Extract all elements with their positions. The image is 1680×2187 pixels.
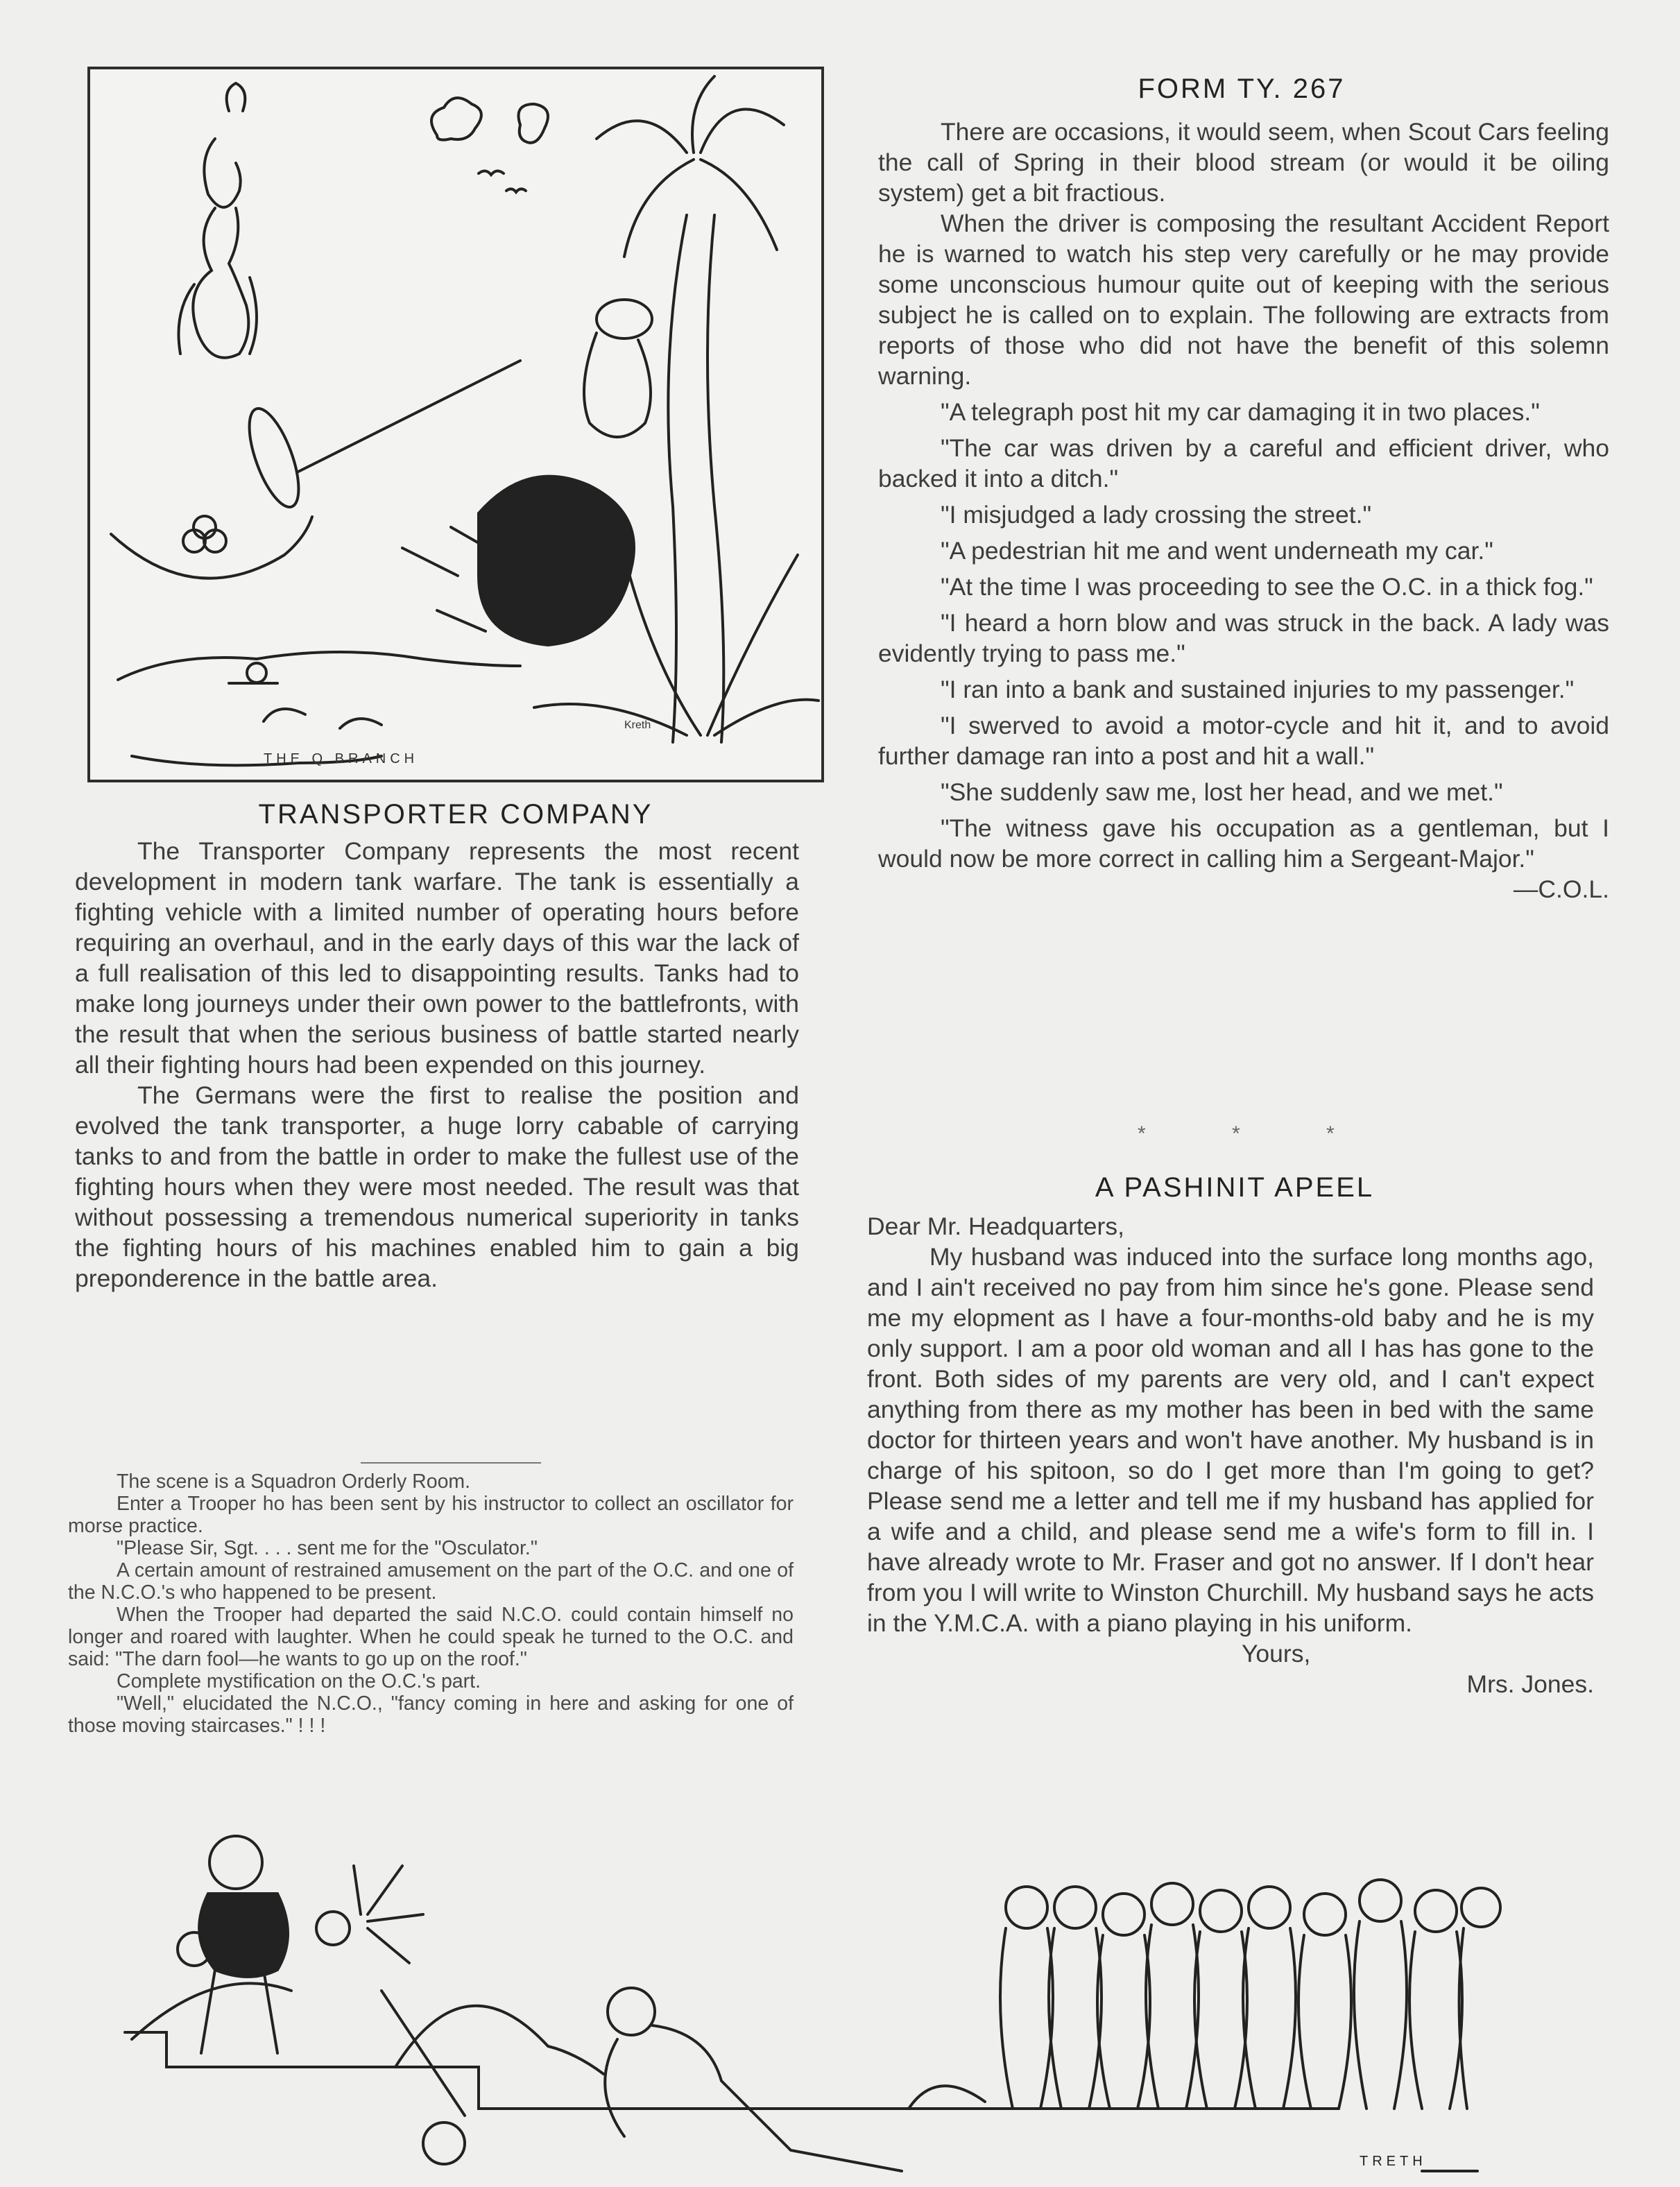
form-paragraph: There are occasions, it would seem, when Scout Cars feeling the call of Spring in their blood stream (or would it be oiling system) get a bit fractious.: [878, 118, 1609, 207]
transporter-paragraph: The Transporter Company represents the most recent development in modern tank warfare. The tank is essentially a fighting vehicle with a limited number of operating hours before requiring an overhaul, and in the early days of this war the lack of a full realisation of this led to disappointing results. Tanks had to make long journeys under their own power to the battlefronts, with the result that when the serious business of battle started nearly all their fighting hours had been expended on this journey.: [75, 837, 799, 1079]
anecdote-paragraph: "Well," elucidated the N.C.O., "fancy coming in here and asking for one of those moving staircases." ! ! !: [68, 1692, 794, 1737]
transporter-paragraph: The Germans were the first to realise the position and evolved the tank transporter, a huge lorry cabable of carrying tanks to and from the battle in order to make the fullest use of the fighting hours when they were most needed. The result was that without possessing a tremendous numerical superiority in tanks the fighting hours of his machines enabled him to gain a big preponderence in the battle area.: [75, 1081, 799, 1292]
section-separator: * * *: [1138, 1122, 1375, 1145]
form-quote: "At the time I was proceeding to see the O.C. in a thick fog.": [941, 573, 1593, 601]
transporter-article: [75, 836, 799, 1294]
appeal-letter: [867, 1211, 1594, 1699]
cartoon-boxer-crowd-drawing: [104, 1831, 1575, 2178]
cartoon-q-branch: [87, 67, 824, 782]
anecdote-paragraph: When the Trooper had departed the said N.C.O. could contain himself no longer and roared with laughter. When he could speak he turned to the O.C. and said: "The darn fool—he wants to go up on the roof.": [68, 1604, 794, 1670]
anecdote-paragraph: Complete mystification on the O.C.'s part.: [117, 1670, 481, 1692]
form-quote: "I swerved to avoid a motor-cycle and hit it, and to avoid further damage ran into a post and hit a wall.": [878, 712, 1609, 770]
cartoon-boxer-crowd-artist: TRETH: [1360, 2154, 1427, 2169]
form-article: [878, 117, 1609, 904]
appeal-signature: Mrs. Jones.: [1466, 1670, 1594, 1698]
appeal-body: My husband was induced into the surface long months ago, and I ain't received no pay from him since he's gone. Please send me my elopment as I have a four-months-old baby and he is my only support. I am a poor old woman and all I has has gone to the front. Both sides of my parents are very old, and I can't expect anything from there as my mother has been in bed with the same doctor for thirteen years and won't have another. My husband is in charge of his spitoon, so do I get more than I'm going to get? Please send me a letter and tell me if my husband has applied for a wife and a child, and please send me a wife's form to fill in. I have already wrote to Mr. Fraser and got no answer. If I don't hear from you I will write to Winston Churchill. My husband says he acts in the Y.M.C.A. with a piano playing in his uniform.: [867, 1243, 1594, 1637]
transporter-title: TRANSPORTER COMPANY: [258, 799, 653, 830]
cartoon-q-branch-signature: THE Q BRANCH: [264, 751, 419, 766]
appeal-title: A PASHINIT APEEL: [1095, 1172, 1375, 1203]
form-signature: —C.O.L.: [1513, 875, 1609, 903]
form-paragraph: When the driver is composing the resultant Accident Report he is warned to watch his step very carefully or he may provide some unconscious humour quite out of keeping with the serious subject he is called on to explain. The following are extracts from reports of those who did not have the benefit of this solemn warning.: [878, 209, 1609, 390]
form-quote: "I heard a horn blow and was struck in the back. A lady was evidently trying to pass me.": [878, 609, 1609, 667]
appeal-salutation: Dear Mr. Headquarters,: [867, 1212, 1124, 1240]
anecdote-paragraph: The scene is a Squadron Orderly Room.: [117, 1470, 471, 1493]
form-quote: "The car was driven by a careful and efficient driver, who backed it into a ditch.": [878, 434, 1609, 492]
form-quote: "She suddenly saw me, lost her head, and we met.": [941, 778, 1503, 806]
anecdote-article: [68, 1470, 794, 1737]
form-quote: "A telegraph post hit my car damaging it in two places.": [941, 398, 1540, 426]
cartoon-boxer-crowd: [104, 1831, 1575, 2178]
divider-rule: [361, 1462, 541, 1464]
form-quote: "I misjudged a lady crossing the street.": [941, 501, 1372, 529]
form-title: FORM TY. 267: [1138, 74, 1346, 104]
anecdote-paragraph: "Please Sir, Sgt. . . . sent me for the "Osculator.": [117, 1537, 538, 1559]
anecdote-paragraph: A certain amount of restrained amusement on the part of the O.C. and one of the N.C.O.'s who happened to be present.: [68, 1559, 794, 1604]
form-quote: "I ran into a bank and sustained injuries to my passenger.": [941, 676, 1575, 703]
anecdote-paragraph: Enter a Trooper ho has been sent by his instructor to collect an oscillator for morse practice.: [68, 1493, 794, 1537]
appeal-closing: Yours,: [1242, 1640, 1311, 1667]
cartoon-q-branch-drawing: [90, 69, 821, 780]
cartoon-q-branch-artist: Kreth: [624, 719, 651, 731]
form-quote: "A pedestrian hit me and went underneath my car.": [941, 537, 1493, 565]
form-quote: "The witness gave his occupation as a gentleman, but I would now be more correct in calling him a Sergeant-Major.": [878, 814, 1609, 873]
